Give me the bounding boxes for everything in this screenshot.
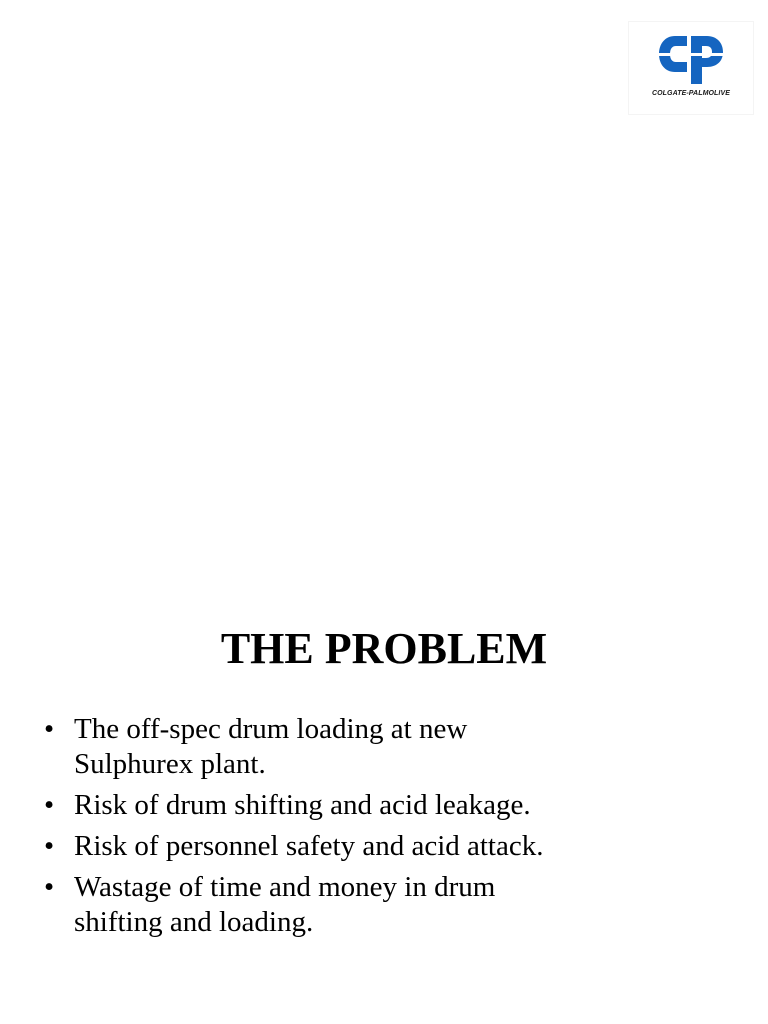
- company-logo: [629, 22, 753, 114]
- bullet-item: [44, 712, 564, 782]
- bullet-item: [44, 788, 564, 823]
- bullet-marker: •: [44, 713, 55, 745]
- bullet-text: Risk of drum shifting and acid leakage.: [74, 789, 531, 821]
- logo-wordmark: COLGATE-PALMOLIVE: [651, 90, 731, 97]
- bullet-marker: •: [44, 871, 55, 903]
- slide-title: THE PROBLEM: [220, 624, 548, 673]
- bullet-text: Wastage of time and money in drum shifting and loading.: [74, 871, 496, 938]
- bullet-text: Risk of personnel safety and acid attack.: [74, 830, 544, 862]
- bullet-marker: •: [44, 789, 55, 821]
- bullet-item: [44, 870, 564, 940]
- colgate-palmolive-logo-icon: [657, 34, 725, 86]
- bullet-list: [44, 712, 564, 946]
- bullet-item: [44, 829, 564, 864]
- bullet-text: The off-spec drum loading at new Sulphurex plant.: [74, 713, 468, 780]
- bullet-marker: •: [44, 830, 55, 862]
